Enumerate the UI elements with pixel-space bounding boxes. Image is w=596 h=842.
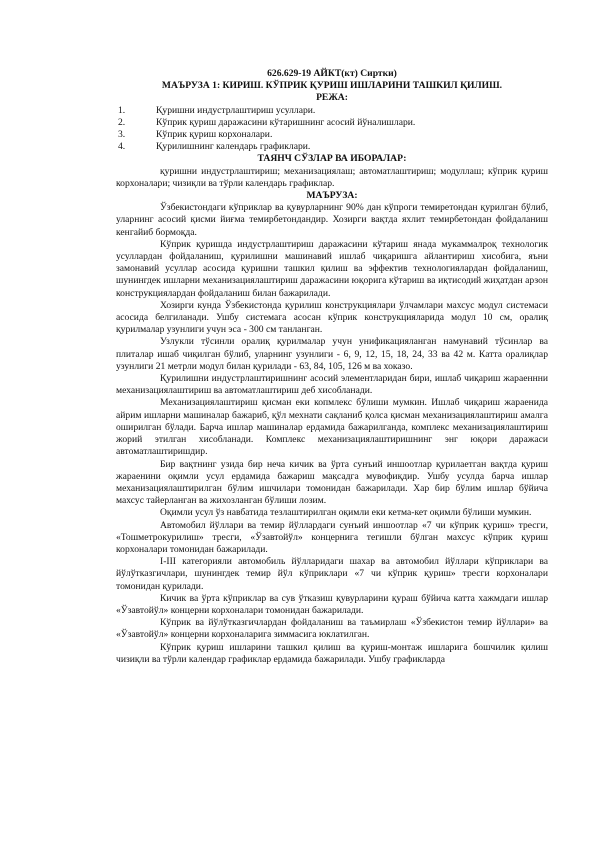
plan-item-number: 3. bbox=[118, 129, 126, 141]
plan-item bbox=[116, 117, 548, 129]
plan-item bbox=[116, 129, 548, 141]
body-paragraph: Узлукли тўсинли оралиқ қурилмалар учун унификацияланган намунавий тўсинлар ва плиталар ишаб чиқилган бўлиб, уларнинг узунлиги - 6, 9, 12, 15, 18, 24, 33 ва 42 м. Катта оралиқлар узунлиги 21 метрли модул билан қурилади - 63, 84, 105, 126 м ва хоказо. bbox=[116, 336, 548, 372]
plan-item-number: 1. bbox=[118, 104, 126, 116]
body-paragraph: Ўзбекистондаги кўприклар ва қувурларнинг 90% дан кўпроги темиретондан қурилган бўлиб, уларнинг асосий қисми йиғма темирбетондандир. Хозирги вақтда яхлит темирбетондан фойдаланиш кенгайиб бормоқда. bbox=[116, 202, 548, 238]
body-paragraph: Кичик ва ўрта кўприклар ва сув ўтказиш қувурларини қураш бўйича катта хажмдаги ишлар «Ўзавтойўл» концерни корхоналари томонидан бажарилади. bbox=[116, 592, 548, 616]
plan-item-text: Кўприк қуриш корхоналари. bbox=[156, 129, 273, 141]
body-paragraph: Хозирги кунда Ўзбекистонда қурилиш конструкциялари ўлчамлари махсус модул системаси асосида белгиланади. Ушбу системага асосан кўприк конструкцияларида модул 10 см, оралиқ қурилмалар узунлиги учун эса - 300 см танланган. bbox=[116, 299, 548, 336]
body-paragraph: Автомобил йўллари ва темир йўллардаги сунъий иншоотлар «7 чи кўприк қуриш» тресги, «Тошметрокурилиш» тресги, «Ўзавтойўл» концернига тегишли бўлган махсус кўприк қуриш корхоналари томонидан бажарилади. bbox=[116, 519, 548, 555]
body-paragraph: Механизациялаштириш қисман еки копмлекс бўлиши мумкин. Ишлаб чиқариш жараенида айрим ишларни машиналар бажариб, қўл мехнати сақланиб қолса қисман механизациялаштириш амалга оширилган бўлади. Барча ишлар машиналар ердамида бажарилганда, комплекс механизациялаштириш жорий этилган хисобланади. Комплекс механизациялаштиришнинг энг юқори даражаси автоматлаштиришдир. bbox=[116, 397, 548, 458]
body-paragraph: Бир вақтнинг узида бир неча кичик ва ўрта сунъий иншоотлар қурилаетган вақтда қуриш жараенини оқимли усул ердамида бажариш мақсадга мувофиқдир. Ушбу усулда барча ишлар механизациялаштирилган бўлим ишчилари томонидан бажарилади. Хар бир бўлим ишлар бўйича махсус тайерланган ва жихозланган бўлиши лозим. bbox=[116, 458, 548, 507]
body-paragraph: I-III категорияли автомобиль йўлларидаги шахар ва автомобил йўллари кўприклари ва йўлўтказгичлари, шунингдек темир йўл кўприклари «7 чи кўприк қуриш» тресги корхоналари томонидан қурилади. bbox=[116, 556, 548, 592]
plan-item-text: Қуришни индустрлаштириш усуллари. bbox=[156, 104, 316, 116]
document-code: 626.629-19 АЙКТ(кт) Сиртки) bbox=[267, 68, 397, 79]
plan-item-text: Қурилишнинг календарь графиклари. bbox=[156, 141, 311, 153]
lecture-title: МАЪРУЗА 1: КИРИШ. КЎПРИК ҚУРИШ ИШЛАРИНИ ТАШКИЛ ҚИЛИШ. bbox=[161, 80, 503, 92]
body-paragraph: Кўприк ва йўлўтказгичлардан фойдаланиш ва таъмирлаш «Ўзбекистон темир йўллари» ва «Ўзавтойўл» концерни корхоналарига зиммасига юклатилган. bbox=[116, 617, 548, 641]
body-paragraph: Оқимли усул ўз навбатида тезлаштирилган оқимли еки кетма-кет оқимли бўлиши мумкин. bbox=[160, 507, 532, 519]
plan-item-number: 2. bbox=[118, 116, 126, 128]
plan-item-text: Кўприк қуриш даражасини кўтаришнинг асосий йўналишлари. bbox=[156, 116, 416, 128]
plan-item-number: 4. bbox=[118, 141, 126, 153]
plan-heading: РЕЖА: bbox=[316, 92, 348, 104]
plan-item bbox=[116, 141, 548, 153]
keywords-heading: ТАЯНЧ СЎЗЛАР ВА ИБОРАЛАР: bbox=[257, 153, 407, 165]
keywords-text: қуришни индустрлаштириш; механизациялаш; автоматлаштириш; модуллаш; кўприк қуриш корхоналари; чизиқли ва тўрли календарь графиклар. bbox=[116, 165, 548, 189]
plan-item bbox=[116, 105, 548, 117]
body-heading: МАЪРУЗА: bbox=[306, 190, 358, 202]
body-paragraph: Кўприк қуришда индустрлаштириш даражасини кўтариш янада мукаммалроқ технологик усуллардан фойдаланиш, қурилишни машинавий ишлаб чиқаришга айлантириш хисобига, яъни замонавий усуллар асосида қуришни ташкил қилиш ва эффектив технологиялардан фойдаланиш, шунингдек ишларни механизациялаштириш даражасини юқорига кўтариш ва иқтисодий жиҳатдан арзон конструкциялардан фойдаланиш билан бажарилади. bbox=[116, 238, 548, 299]
body-paragraph: Қурилишни индустрлаштиришнинг асосий элементларидан бири, ишлаб чиқариш жараеннни механизациялаштириш ва автоматлаштириш деб хисобланади. bbox=[116, 373, 548, 397]
body-paragraph: Кўприк қуриш ишларини ташкил қилиш ва қуриш-монтаж ишларига бошчилик қилиш чизиқли ва тўрли календар графиклар ердамида бажарилади. Ушбу графикларда bbox=[116, 641, 548, 665]
plan-list bbox=[116, 105, 548, 154]
